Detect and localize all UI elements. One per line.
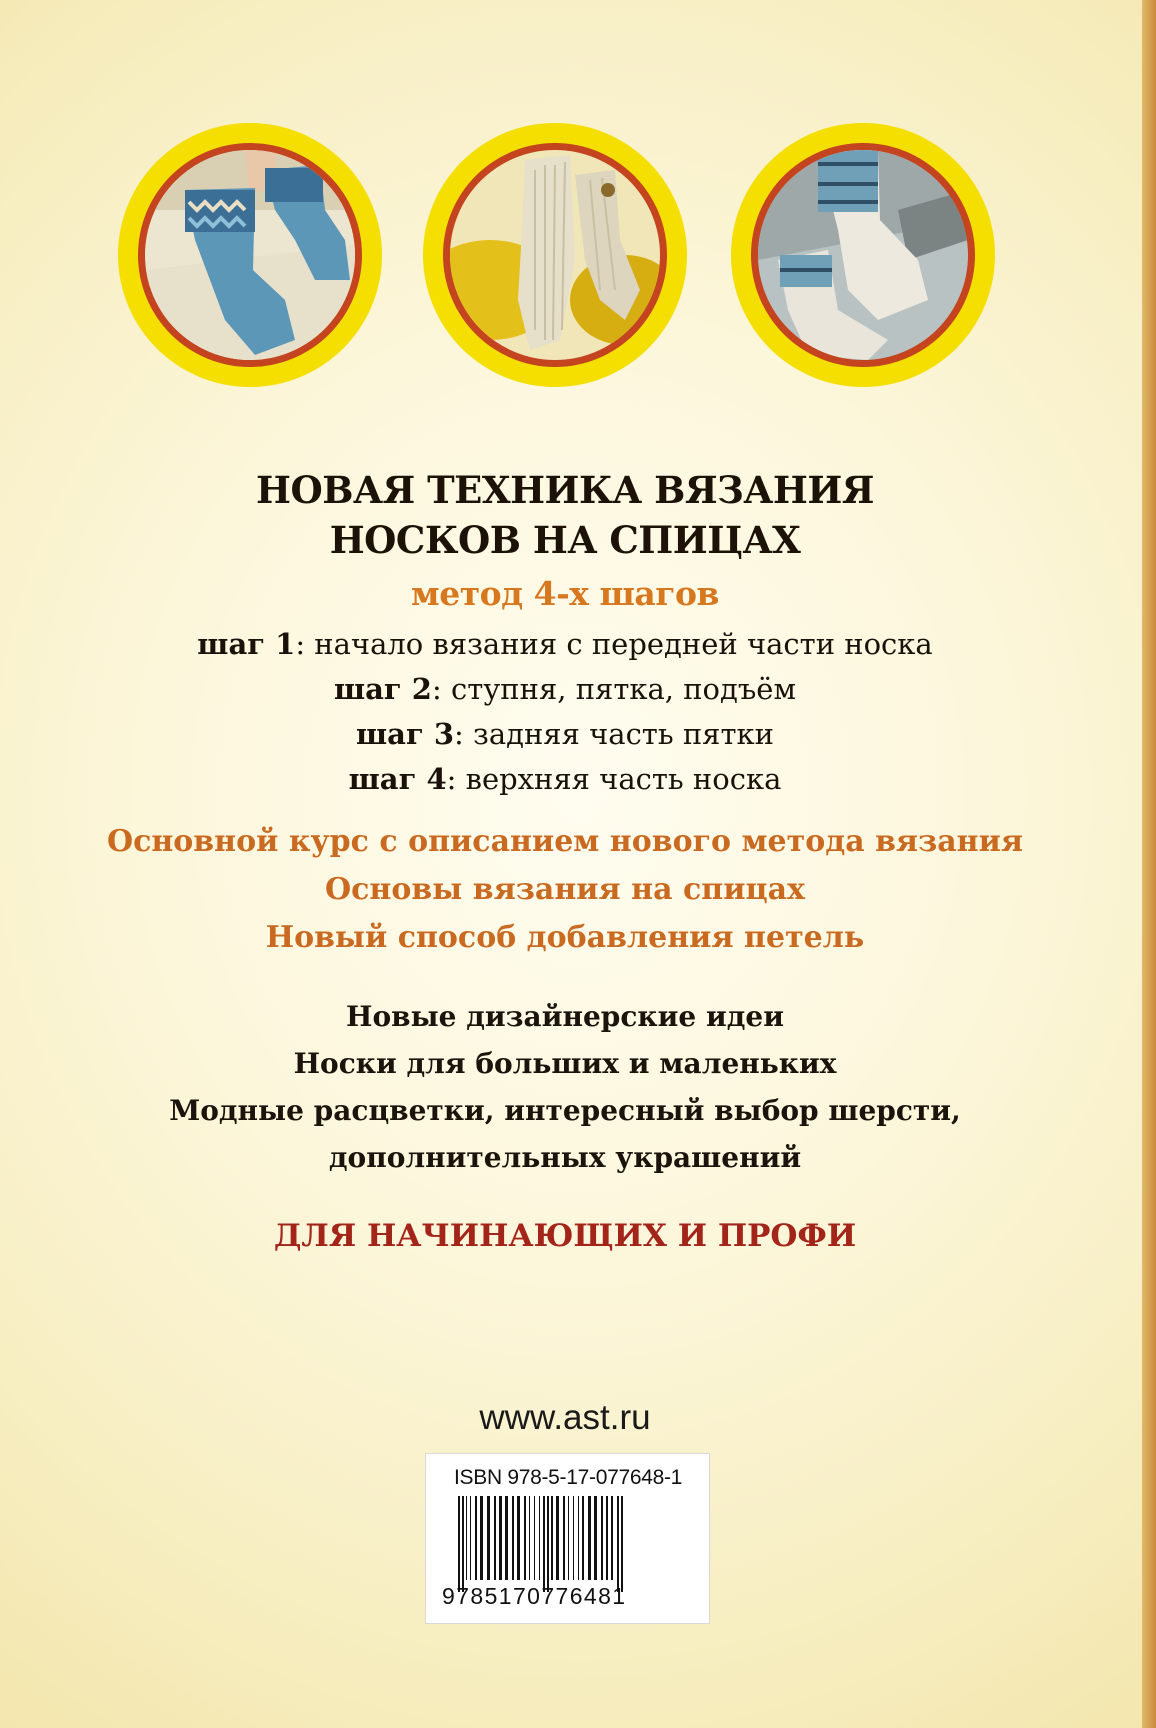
idea-item: Модные расцветки, интересный выбор шерсти, xyxy=(169,1094,961,1127)
feature-item: Новый способ добавления петель xyxy=(265,920,865,955)
idea-item: дополнительных украшений xyxy=(328,1141,802,1174)
title-line-2: НОСКОВ НА СПИЦАХ xyxy=(329,518,801,562)
step-item xyxy=(0,622,1130,667)
step-label: шаг 1 xyxy=(197,627,296,661)
idea-item: Новые дизайнерские идеи xyxy=(346,1000,784,1033)
book-title xyxy=(0,465,1130,565)
sock-white-photo xyxy=(758,150,968,360)
step-text: : ступня, пятка, подъём xyxy=(431,672,797,706)
barcode-bars xyxy=(454,1496,680,1596)
title-line-1: НОВАЯ ТЕХНИКА ВЯЗАНИЯ xyxy=(256,468,874,512)
step-label: шаг 4 xyxy=(348,762,447,796)
step-item xyxy=(0,712,1130,757)
step-item xyxy=(0,757,1130,802)
isbn-number: ISBN 978-5-17-077648-1 xyxy=(454,1466,683,1489)
isbn-barcode xyxy=(425,1453,710,1624)
step-label: шаг 3 xyxy=(356,717,455,751)
idea-item: Носки для больших и маленьких xyxy=(293,1047,837,1080)
ean-number: 9785170776481 xyxy=(442,1583,627,1609)
spine-edge xyxy=(1142,0,1156,1728)
sock-blue-photo xyxy=(145,150,355,360)
sock-white-photo-frame xyxy=(733,125,993,385)
sock-cream-photo-frame xyxy=(425,125,685,385)
step-text: : задняя часть пятки xyxy=(454,717,774,751)
sock-cream-photo xyxy=(450,150,660,360)
step-item xyxy=(0,667,1130,712)
audience-tagline: ДЛЯ НАЧИНАЮЩИХ И ПРОФИ xyxy=(273,1218,857,1254)
features-list xyxy=(0,818,1130,962)
step-text: : начало вязания с передней части носка xyxy=(295,627,933,661)
steps-list xyxy=(0,622,1130,802)
method-subtitle: метод 4-х шагов xyxy=(411,574,719,613)
sock-blue-photo-frame xyxy=(120,125,380,385)
ideas-list xyxy=(0,993,1130,1181)
feature-item: Основы вязания на спицах xyxy=(325,872,805,907)
step-text: : верхняя часть носка xyxy=(446,762,782,796)
feature-item: Основной курс с описанием нового метода вязания xyxy=(106,824,1024,859)
step-label: шаг 2 xyxy=(333,672,432,706)
website-link[interactable]: www.ast.ru xyxy=(479,1398,651,1437)
